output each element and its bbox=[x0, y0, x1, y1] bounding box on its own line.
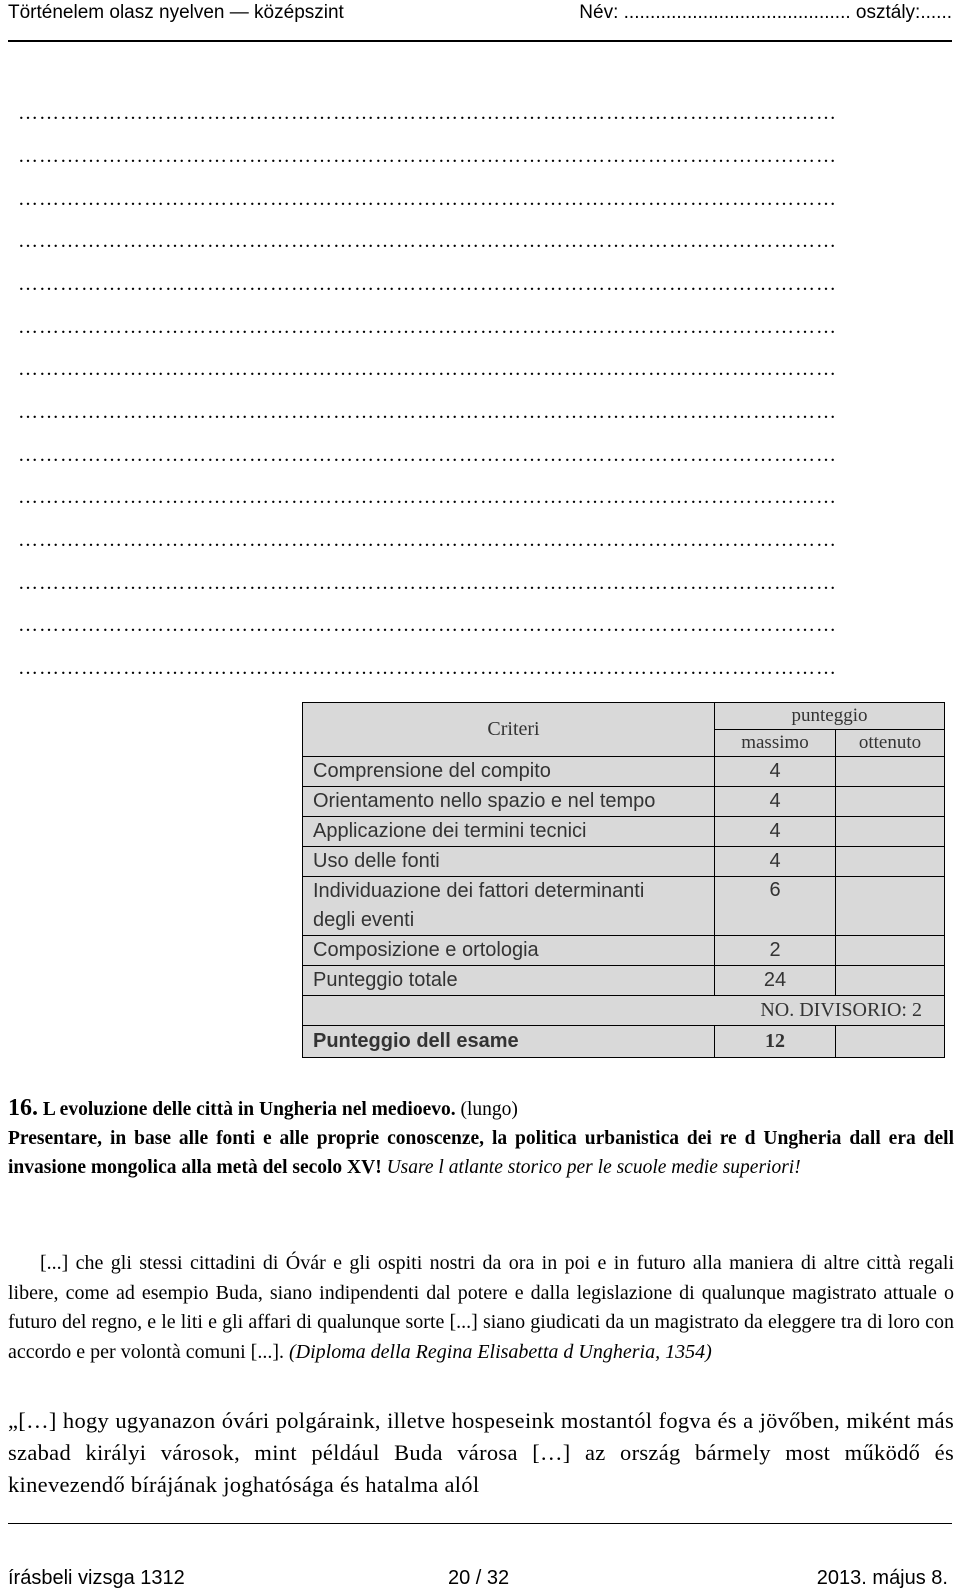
source-italian-text: [...] che gli stessi cittadini di Óvár e gli ospiti nostri da ora in poi e in futuro alla maniera di altre città regali libere, come ad esempio Buda, siano indipendenti dal potere e dalla legislazione di qualunque magistrato attuale o futuro del regno, e le liti e gli affari di qualunque sorte [...] siano giudicati da un magistrato da eleggere tra di loro con accordo e per volontà comuni [...]. bbox=[8, 1252, 954, 1363]
criterion-max: 4 bbox=[715, 847, 836, 877]
footer-page-number: 20 / 32 bbox=[448, 1567, 510, 1589]
answer-line[interactable]: ……………………………………………………………………………………………………… bbox=[18, 188, 837, 210]
criterion-label: Composizione e ortologia bbox=[303, 936, 715, 966]
footer-rule bbox=[8, 1523, 952, 1524]
source-hungarian-text: „[…] hogy ugyanazon óvári polgáraink, illetve hospeseink mostantól fogva és a jövőben, miként más szabad királyi városok, mint például Buda városa […] az ország bármely most működő és kinevezendő bírájának joghatósága és hatalma alól bbox=[8, 1408, 954, 1497]
table-row bbox=[303, 787, 945, 817]
divisor-label: NO. DIVISORIO: 2 bbox=[303, 996, 945, 1026]
source-italian bbox=[8, 1249, 954, 1367]
question-title: L evoluzione delle città in Ungheria nel medioevo. bbox=[42, 1099, 456, 1120]
criterion-label: Orientamento nello spazio e nel tempo bbox=[303, 787, 715, 817]
source-hungarian bbox=[8, 1405, 954, 1501]
answer-line[interactable]: ……………………………………………………………………………………………………… bbox=[18, 358, 837, 380]
criterion-obtained-cell[interactable] bbox=[836, 817, 945, 847]
criterion-max: 4 bbox=[715, 787, 836, 817]
criterion-label: Individuazione dei fattori determinanti bbox=[313, 880, 645, 902]
table-row bbox=[303, 966, 945, 996]
ottenuto-header: ottenuto bbox=[836, 730, 945, 757]
criterion-obtained-cell[interactable] bbox=[836, 787, 945, 817]
table-row bbox=[303, 1026, 945, 1058]
question-number: 16. bbox=[8, 1095, 38, 1121]
question-16 bbox=[8, 1094, 954, 1182]
header-subject: Történelem olasz nyelven — középszint bbox=[8, 2, 344, 23]
criterion-obtained-cell[interactable] bbox=[836, 936, 945, 966]
question-task: Presentare, in base alle fonti e alle proprie conoscenze, la politica urbanistica dei re d Ungheria dall era dell invasione mongolica alla metà del secolo XV! bbox=[8, 1128, 954, 1178]
answer-line[interactable]: ……………………………………………………………………………………………………… bbox=[18, 614, 837, 636]
exam-score-max: 12 bbox=[715, 1026, 836, 1058]
criterion-max: 6 bbox=[715, 877, 836, 936]
table-row bbox=[303, 877, 945, 936]
footer-date: 2013. május 8. bbox=[816, 1567, 948, 1589]
criterion-max: 4 bbox=[715, 817, 836, 847]
criterion-obtained-cell[interactable] bbox=[836, 877, 945, 936]
question-type: (lungo) bbox=[460, 1099, 518, 1120]
answer-line[interactable]: ……………………………………………………………………………………………………… bbox=[18, 401, 837, 423]
criteri-header: Criteri bbox=[303, 703, 715, 757]
total-label: Punteggio totale bbox=[303, 966, 715, 996]
answer-line[interactable]: ……………………………………………………………………………………………………… bbox=[18, 529, 837, 551]
criterion-label: Applicazione dei termini tecnici bbox=[303, 817, 715, 847]
score-table bbox=[302, 702, 945, 1058]
criterion-label: Uso delle fonti bbox=[303, 847, 715, 877]
criterion-max: 4 bbox=[715, 757, 836, 787]
answer-line[interactable]: ……………………………………………………………………………………………………… bbox=[18, 316, 837, 338]
criterion-obtained-cell[interactable] bbox=[836, 847, 945, 877]
punteggio-header: punteggio bbox=[715, 703, 945, 730]
table-row bbox=[303, 757, 945, 787]
answer-line[interactable]: ……………………………………………………………………………………………………… bbox=[18, 486, 837, 508]
exam-score-obtained-cell[interactable] bbox=[836, 1026, 945, 1058]
answer-line[interactable]: ……………………………………………………………………………………………………… bbox=[18, 444, 837, 466]
total-obtained-cell[interactable] bbox=[836, 966, 945, 996]
criterion-label-multiline bbox=[303, 877, 715, 936]
total-max: 24 bbox=[715, 966, 836, 996]
table-row bbox=[303, 847, 945, 877]
footer-exam-code: írásbeli vizsga 1312 bbox=[8, 1567, 185, 1589]
criterion-label-cont: degli eventi bbox=[313, 909, 415, 931]
answer-line[interactable]: ……………………………………………………………………………………………………… bbox=[18, 572, 837, 594]
answer-line[interactable]: ……………………………………………………………………………………………………… bbox=[18, 145, 837, 167]
criterion-label: Comprensione del compito bbox=[303, 757, 715, 787]
answer-line[interactable]: ……………………………………………………………………………………………………… bbox=[18, 230, 837, 252]
page-header bbox=[8, 0, 952, 40]
answer-line[interactable]: ……………………………………………………………………………………………………… bbox=[18, 102, 837, 124]
header-name-class: Név: ........................................... osztály:...... bbox=[579, 2, 952, 23]
massimo-header: massimo bbox=[715, 730, 836, 757]
header-rule bbox=[8, 40, 952, 42]
source-italian-citation: (Diploma della Regina Elisabetta d Ungheria, 1354) bbox=[289, 1340, 712, 1363]
answer-line[interactable]: ……………………………………………………………………………………………………… bbox=[18, 273, 837, 295]
exam-score-label: Punteggio dell esame bbox=[303, 1026, 715, 1058]
criterion-max: 2 bbox=[715, 936, 836, 966]
table-row bbox=[303, 817, 945, 847]
answer-line[interactable]: ……………………………………………………………………………………………………… bbox=[18, 657, 837, 679]
question-hint: Usare l atlante storico per le scuole medie superiori! bbox=[386, 1157, 801, 1178]
table-row bbox=[303, 936, 945, 966]
criterion-obtained-cell[interactable] bbox=[836, 757, 945, 787]
table-row bbox=[303, 996, 945, 1026]
